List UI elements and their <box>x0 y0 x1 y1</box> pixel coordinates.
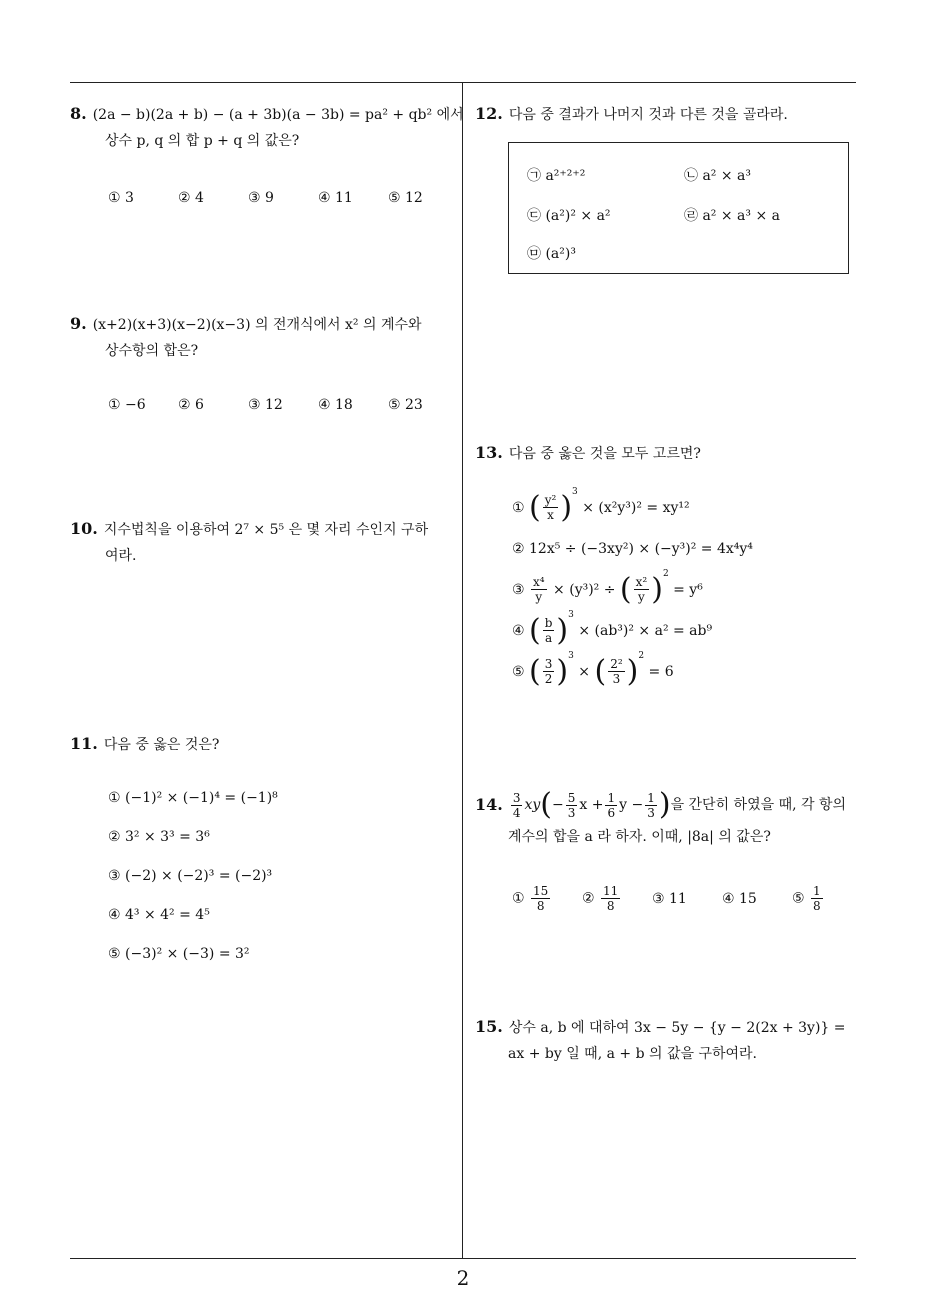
paren-close: ) <box>651 571 663 607</box>
paren-close: ) <box>556 653 569 689</box>
question-number: 10. <box>70 519 98 538</box>
choice-mark: ① <box>512 890 525 907</box>
numerator: x² <box>635 575 648 589</box>
choice-4[interactable]: ④ 4³ × 4² = 4⁵ <box>108 907 210 923</box>
numerator: 1 <box>647 790 655 805</box>
question-10 <box>70 516 428 569</box>
choice-mark: ① <box>512 499 525 516</box>
denominator: y <box>638 590 645 604</box>
term: x + <box>579 797 604 813</box>
denominator: 2 <box>544 672 553 686</box>
question-15 <box>475 1014 846 1067</box>
choice-5[interactable]: ⑤ 12 <box>388 190 423 206</box>
choice-2[interactable] <box>512 528 753 569</box>
paren-open: ( <box>529 489 541 525</box>
denominator: a <box>545 631 553 645</box>
question-8 <box>70 101 464 154</box>
choice-mark: ⑤ <box>512 663 525 680</box>
fraction <box>634 575 650 604</box>
question-number: 13. <box>475 443 503 462</box>
fraction <box>543 493 559 522</box>
choice-3[interactable]: ③ 12 <box>248 397 283 413</box>
numerator: 1 <box>607 790 616 805</box>
denominator: 8 <box>606 899 615 913</box>
q8-choices <box>108 190 458 206</box>
fraction <box>608 657 624 686</box>
exponent: 2 <box>662 569 669 579</box>
numerator: 3 <box>512 790 521 805</box>
numerator: x⁴ <box>533 575 545 589</box>
denominator: x <box>547 508 554 522</box>
question-9 <box>70 311 422 364</box>
question-text-line1: 다음 중 결과가 나머지 것과 다른 것을 골라라. <box>508 107 788 123</box>
choice-4[interactable] <box>512 610 753 651</box>
expression: × (ab³)² × a² = ab⁹ <box>578 622 713 639</box>
option-b[interactable]: ㉡ a² × a³ <box>684 168 751 184</box>
choice-mark: ② <box>582 890 595 907</box>
question-text-line1: (2a − b)(2a + b) − (a + 3b)(a − 3b) = pa² + qb² 에서 <box>92 107 464 123</box>
question-number: 8. <box>70 104 87 123</box>
choice-3[interactable] <box>512 569 753 610</box>
question-text-line2: 상수항의 합은? <box>105 343 199 359</box>
bottom-rule <box>70 1258 856 1259</box>
fraction <box>543 616 555 645</box>
paren-close: ) <box>626 653 639 689</box>
choice-5[interactable]: ⑤ 23 <box>388 397 423 413</box>
term: y − <box>619 797 644 813</box>
expression: = y⁶ <box>673 581 703 598</box>
choice-2[interactable]: ② 6 <box>178 397 204 413</box>
term: xy <box>524 797 541 813</box>
question-12 <box>475 101 788 128</box>
fraction <box>811 884 823 913</box>
numerator: 11 <box>603 884 619 898</box>
denominator: 3 <box>567 805 576 820</box>
choice-mark: ③ <box>512 581 525 598</box>
fraction <box>543 657 555 686</box>
choice-2[interactable]: ② 3² × 3³ = 3⁶ <box>108 829 210 845</box>
expression: × (x²y³)² = xy¹² <box>582 499 690 516</box>
numerator: 3 <box>544 657 553 671</box>
question-11 <box>70 731 219 758</box>
question-text-line2: 상수 p, q 의 합 p + q 의 값은? <box>105 133 300 149</box>
question-number: 15. <box>475 1017 503 1036</box>
choice-3[interactable]: ③ 11 <box>652 890 687 907</box>
choice-mark: ⑤ <box>792 890 805 907</box>
paren-open: ( <box>540 787 553 822</box>
choice-2[interactable]: ② 4 <box>178 190 204 206</box>
question-text-line1: 상수 a, b 에 대하여 3x − 5y − {y − 2(2x + 3y)} = <box>508 1020 846 1036</box>
paren-open: ( <box>619 571 632 607</box>
expression: × (y³)² ÷ <box>553 581 616 598</box>
q13-choices <box>512 487 753 692</box>
question-number: 11. <box>70 734 98 753</box>
q11-choices <box>108 790 278 985</box>
choice-5[interactable] <box>512 651 753 692</box>
choice-5[interactable] <box>792 884 862 913</box>
choice-4[interactable]: ④ 18 <box>318 397 353 413</box>
numerator: 1 <box>813 884 821 898</box>
choice-1[interactable] <box>512 884 582 913</box>
paren-close: ) <box>560 489 573 525</box>
fraction <box>531 884 550 913</box>
option-e[interactable]: ㉤ (a²)³ <box>527 246 576 262</box>
denominator: 6 <box>607 805 616 820</box>
exponent: 2 <box>638 651 645 661</box>
choice-4[interactable]: ④ 15 <box>722 890 757 907</box>
paren-open: ( <box>529 612 541 648</box>
question-text-line2: 계수의 합을 a 라 하자. 이때, |8a| 의 값은? <box>508 829 771 845</box>
choice-3[interactable]: ③ (−2) × (−2)³ = (−2)³ <box>108 868 273 884</box>
fraction <box>601 884 620 913</box>
denominator: 4 <box>512 805 521 820</box>
fraction <box>605 791 617 820</box>
exponent: 3 <box>568 651 574 661</box>
question-number: 9. <box>70 314 87 333</box>
exponent: 3 <box>572 487 578 497</box>
question-13 <box>475 440 701 467</box>
choice-mark: ④ <box>512 622 525 639</box>
paren-close: ) <box>556 612 569 648</box>
question-text-line1: 을 간단히 하였을 때, 각 항의 <box>670 797 847 813</box>
choice-1[interactable]: ① 3 <box>108 190 134 206</box>
numerator: 2² <box>610 657 623 671</box>
fraction <box>511 791 523 820</box>
choice-4[interactable]: ④ 11 <box>318 190 353 206</box>
option-c[interactable]: ㉢ (a²)² × a² <box>527 208 611 224</box>
option-d[interactable]: ㉣ a² × a³ × a <box>684 208 780 224</box>
numerator: y² <box>544 493 557 507</box>
page-number: 2 <box>456 1266 470 1290</box>
question-number: 12. <box>475 104 503 123</box>
denominator: 8 <box>813 899 821 913</box>
numerator: b <box>544 616 553 630</box>
choice-2[interactable] <box>582 884 652 913</box>
numerator: 5 <box>567 790 576 805</box>
paren-open: ( <box>594 653 607 689</box>
choice-3[interactable]: ③ 9 <box>248 190 274 206</box>
expression: ② 12x⁵ ÷ (−3xy²) × (−y³)² = 4x⁴y⁴ <box>512 540 753 557</box>
fraction <box>531 575 547 604</box>
paren-close: ) <box>658 787 671 822</box>
question-text-line1: 다음 중 옳은 것은? <box>103 737 220 753</box>
question-14: 14. $\frac{3}{4}$ xy ( − $\frac{5}{3}$ x + $\frac{1}{6}$ y − $\frac{1}{3}$ ) 을 간단히 하였을 때, 각 항의 계수의 합을 a 라 하자. 이때, |8a| 의 값은? <box>475 790 846 850</box>
column-divider <box>462 82 463 1258</box>
choice-1[interactable]: ① −6 <box>108 397 146 413</box>
question-text-line2: 여라. <box>105 548 137 564</box>
question-text-line1: 다음 중 옳은 것을 모두 고르면? <box>508 446 701 462</box>
question-text-line2: ax + by 일 때, a + b 의 값을 구하여라. <box>508 1046 758 1062</box>
q14-choices <box>512 884 862 913</box>
choice-5[interactable]: ⑤ (−3)² × (−3) = 3² <box>108 946 250 962</box>
q12-option-box <box>508 142 849 274</box>
question-number: 14. <box>475 795 503 814</box>
fraction <box>566 791 578 820</box>
option-a[interactable]: ㉠ a²⁺²⁺² <box>527 168 586 184</box>
top-rule <box>70 82 856 83</box>
choice-1[interactable]: ① (−1)² × (−1)⁴ = (−1)⁸ <box>108 790 278 806</box>
denominator: 3 <box>647 805 655 820</box>
numerator: 15 <box>533 884 549 898</box>
choice-1[interactable] <box>512 487 753 528</box>
exponent: 3 <box>568 610 574 620</box>
denominator: y <box>535 590 543 604</box>
expression: = 6 <box>648 663 674 680</box>
question-text-line1: (x+2)(x+3)(x−2)(x−3) 의 전개식에서 x² 의 계수와 <box>92 317 422 333</box>
denominator: 3 <box>612 672 621 686</box>
question-text-line1: 지수법칙을 이용하여 2⁷ × 5⁵ 은 몇 자리 수인지 구하 <box>103 522 429 538</box>
denominator: 8 <box>536 899 545 913</box>
operator: × <box>578 663 591 680</box>
fraction <box>645 791 657 820</box>
paren-open: ( <box>529 653 541 689</box>
q9-choices <box>108 397 458 413</box>
